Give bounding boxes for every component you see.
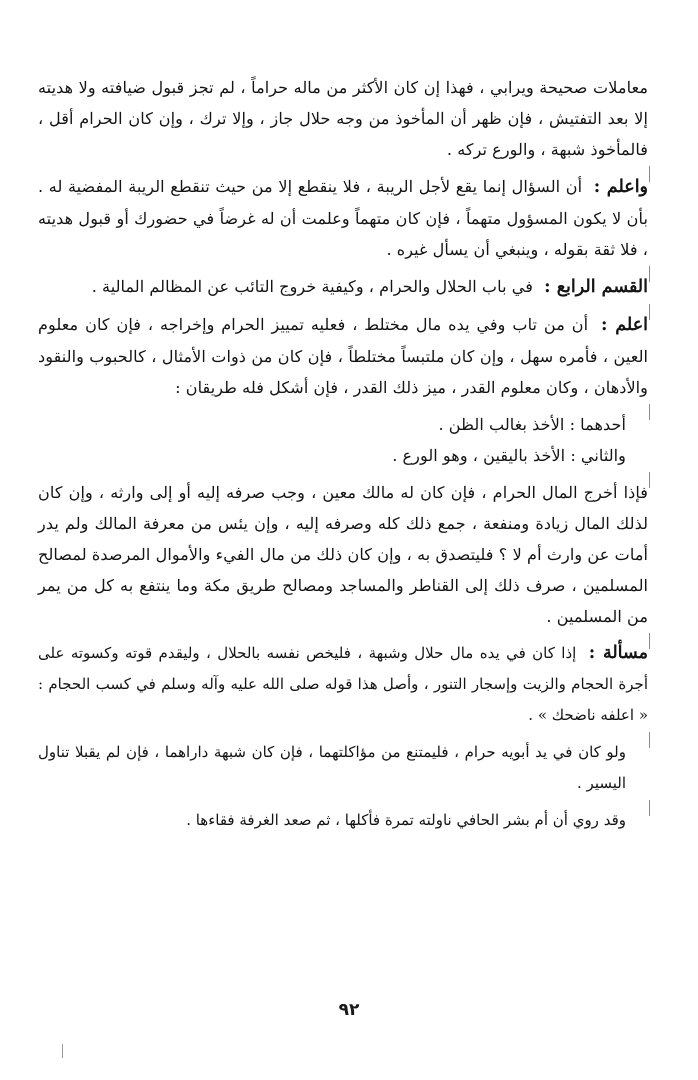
paragraph-8-lead: مسألة : <box>588 643 648 663</box>
paragraph-6-text: والثاني : الأخذ باليقين ، وهو الورع . <box>392 446 626 465</box>
paragraph-2-lead: واعلم : <box>593 177 649 197</box>
paragraph-4 <box>38 309 648 403</box>
section-heading-lead: القسم الرابع : <box>544 277 648 297</box>
paragraph-4-lead: اعلم : <box>600 315 648 335</box>
paragraph-7-text: فإذا أخرج المال الحرام ، فإن كان له مالك معين ، وجب صرفه إليه أو إلى وارثه ، وإن كان لذلك المال زيادة ومنفعة ، جمع ذلك كله وصرفه إليه ، وإن يئس من معرفة المالك ولم يدر أمات عن وارث أم لا ؟ فليتصدق به ، وإن كان ذلك من مال الفيء والأموال المرصدة لمصالح المسلمين ، صرف ذلك إلى القناطر والمساجد ومصالح طريق مكة وما ينتفع به كل من يمر من المسلمين . <box>38 483 648 626</box>
paragraph-10-text: وقد روي أن أم بشر الحافي ناولته تمرة فأكلها ، ثم صعد الغرفة فقاءها . <box>186 811 626 829</box>
paragraph-2-text: أن السؤال إنما يقع لأجل الريبة ، فلا ينقطع إلا من حيث تنقطع الريبة المفضية له . بأن لا يكون المسؤول متهماً ، فإن كان متهماً وعلمت أن له غرضاً في حضورك أو قبول هديته ، فلا ثقة بقوله ، وينبغي أن يسأل غيره . <box>38 177 648 259</box>
paragraph-5 <box>38 409 648 440</box>
section-heading <box>38 271 648 303</box>
paragraph-2 <box>38 171 648 265</box>
paragraph-8 <box>38 638 648 731</box>
paragraph-4-text: أن من تاب وفي يده مال مختلط ، فعليه تمييز الحرام وإخراجه ، فإن كان معلوم العين ، فأمره سهل ، وإن كان ملتبساً مختلطاً ، فإن كان من ذوات الأمثال ، كالحبوب والنقود والأدهان ، وكان معلوم القدر ، ميز ذلك القدر ، فإن أشكل فله طريقان : <box>38 315 648 397</box>
paragraph-8-text: إذا كان في يده مال حلال وشبهة ، فليخص نفسه بالحلال ، وليقدم قوته وكسوته على أجرة الحجام والزيت وإسجار التنور ، وأصل هذا قوله صلى الله عليه وآله وسلم في كسب الحجام : « اعلفه ناضحك » . <box>38 644 648 724</box>
paragraph-9 <box>38 737 648 799</box>
paragraph-5-text: أحدهما : الأخذ بغالب الظن . <box>438 415 626 434</box>
page-body <box>38 72 648 836</box>
section-heading-text: في باب الحلال والحرام ، وكيفية خروج التائب عن المظالم المالية . <box>91 277 533 296</box>
page-number: ٩٢ <box>338 1000 360 1020</box>
paragraph-1 <box>38 72 648 165</box>
scan-mark <box>62 1044 63 1058</box>
paragraph-9-text: ولو كان في يد أبويه حرام ، فليمتنع من مؤاكلتهما ، فإن كان شبهة داراهما ، فإن لم يقبلا تناول اليسير . <box>38 743 626 792</box>
paragraph-10 <box>38 805 648 836</box>
paragraph-1-text: معاملات صحيحة ويرابي ، فهذا إن كان الأكثر من ماله حراماً ، لم تجز قبول ضيافته ولا هديته إلا بعد التفتيش ، فإن ظهر أن المأخوذ من وجه حلال جاز ، وإلا ترك ، وإن كان الحرام أقل ، فالمأخوذ شبهة ، والورع تركه . <box>38 78 648 159</box>
paragraph-6 <box>38 440 648 471</box>
paragraph-7 <box>38 477 648 632</box>
